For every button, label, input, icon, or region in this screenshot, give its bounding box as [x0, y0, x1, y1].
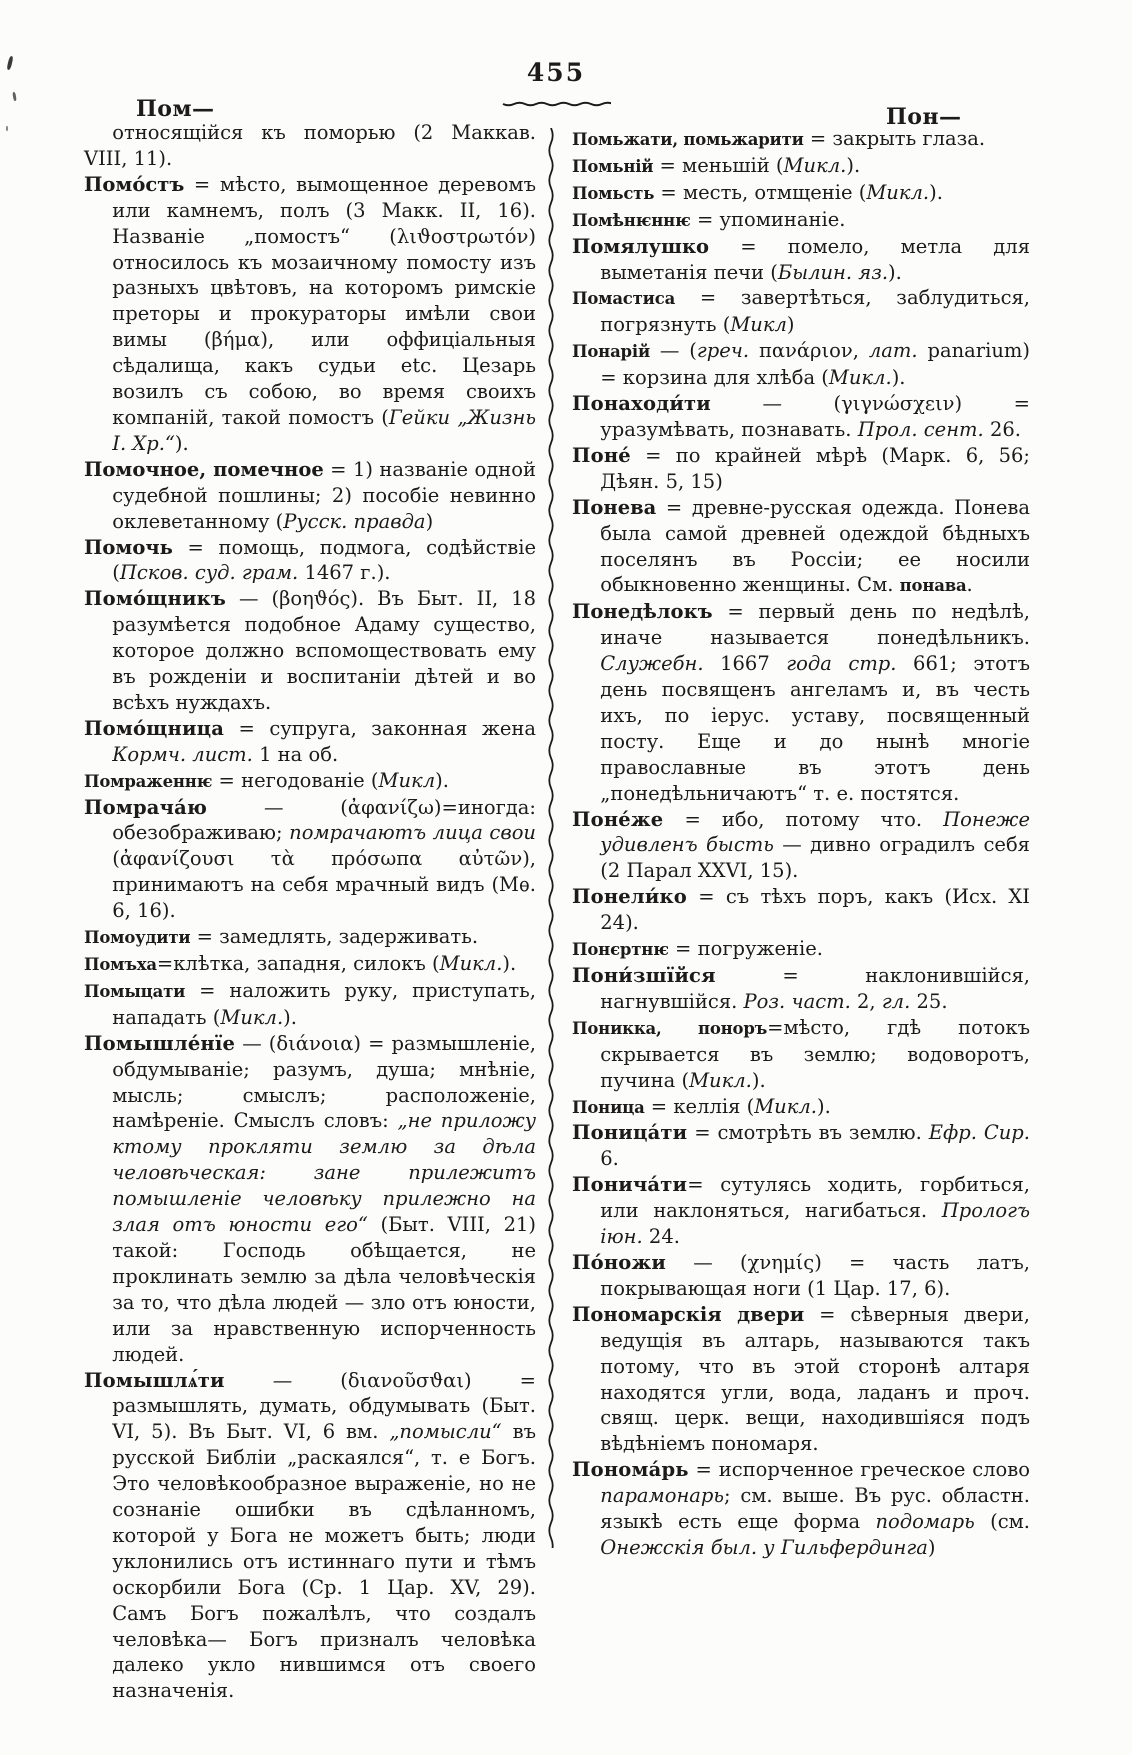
entry-text: — (	[235, 1031, 277, 1055]
dictionary-entry	[572, 599, 1030, 806]
dictionary-entry	[572, 936, 1030, 963]
entry-headword: Понева	[572, 495, 657, 519]
dictionary-entry	[84, 768, 536, 795]
dictionary-entry	[572, 807, 1030, 885]
entry-text: = по крайней мѣрѣ (Марк. 6, 56; Дѣян. 5, 15)	[600, 443, 1030, 493]
entry-text: ).	[891, 366, 906, 390]
entry-headword: Поница́ти	[572, 1121, 688, 1145]
citation-text: Роз. част.	[743, 989, 851, 1013]
entry-text: ).	[174, 431, 189, 455]
entry-text: = съ тѣхъ поръ, какъ (Исх. XI 24).	[600, 885, 1030, 935]
dictionary-entry	[84, 1368, 536, 1705]
running-header-right: Пон—	[886, 104, 962, 130]
entry-text: 25.	[910, 989, 948, 1013]
citation-text: Прол. сент.	[857, 417, 984, 441]
dictionary-entry	[572, 1302, 1030, 1457]
entry-text: = помело, метла для выметанія печи (	[600, 234, 1030, 284]
entry-text: — (	[710, 392, 842, 416]
entry-text: 661; этотъ день посвященъ ангеламъ и, въ честь ихъ, по іерус. уставу, посвященный посту. Еще и до нынѣ многіе православные въ этотъ день „понедѣльничаютъ“ т. е. постятся.	[600, 652, 1030, 805]
citation-text: „не приложу ктому прокляти землю за дѣла человѣческая: зане прилежитъ помышленіе человѣку прилежно на злая отъ юности его“	[112, 1109, 537, 1237]
entry-text: ) относилось къ мозаичному помосту изъ разныхъ цвѣтовъ, на которомъ римскіе преторы и прокураторы имѣли свои вимы (	[112, 224, 536, 352]
entry-text: ,	[852, 339, 869, 363]
citation-text: Былин. яз.	[777, 260, 889, 284]
entry-text: (Быт. VIII, 21) такой: Господь обѣщается, не проклинать землю за дѣла человѣческія за то, что дѣла людей — зло отъ юности, или за нравственную испорченность людей.	[112, 1213, 536, 1366]
entry-text: )	[927, 1535, 936, 1559]
entry-text: = наклонившійся, нагнувшійся.	[600, 964, 1030, 1013]
entry-text: 2,	[850, 989, 882, 1013]
entry-text: — (	[650, 339, 697, 363]
entry-text: ).	[283, 1005, 297, 1029]
citation-text: Прологъ іюн.	[600, 1199, 1030, 1249]
entry-text	[749, 339, 759, 362]
entry-text: ). Въ Быт. II, 18 разумѣется подобное Адаму существо, которое должно вспомоществовать ему въ рожденіи и воспитаніи дѣтей и во всѣхъ нуждахъ.	[112, 587, 536, 714]
dictionary-entry	[572, 1172, 1030, 1250]
dictionary-entry	[84, 795, 536, 925]
scan-artifact	[12, 92, 17, 101]
entry-text: )=иногда: обезображиваю;	[112, 795, 536, 845]
entry-text: 6.	[600, 1147, 619, 1171]
entry-text: = сутулясь ходить, горбиться, или наклоняться, нагибаться.	[600, 1173, 1030, 1223]
greek-term: ἀφανίζω	[347, 795, 434, 819]
dictionary-entry	[572, 1120, 1030, 1172]
entry-text: 1 на об.	[252, 742, 339, 766]
dictionary-entry	[572, 338, 1030, 391]
citation-text: Служебн.	[600, 652, 704, 676]
entry-headword: Понома́рь	[572, 1458, 689, 1482]
citation-text: Микл.	[689, 1068, 752, 1092]
entry-headword: Понича́ти	[572, 1173, 688, 1197]
entry-text: — (	[224, 1368, 348, 1392]
entry-headword: Помялушко	[572, 234, 710, 258]
entry-headword: Помьсть	[572, 183, 655, 203]
entry-headword: понава	[899, 576, 967, 596]
entry-text: ).	[751, 1068, 766, 1092]
dictionary-entry	[572, 207, 1030, 234]
citation-text: Понеже удивленъ бысть	[600, 807, 1030, 857]
entry-text: ).	[435, 768, 449, 792]
entry-headword: Помѣнѥннѥ	[572, 210, 691, 230]
entry-text: = сѣверныя двери, ведущія въ алтарь, называются такъ потому, что въ этой сторонѣ алтаря находятся угли, вода, ладанъ и проч. свящ. церк. вещи, находившіяся подъ вѣдѣніемъ пономаря.	[600, 1302, 1030, 1456]
entry-text: — (	[207, 795, 348, 819]
citation-text: помрачаютъ лица свои	[289, 821, 536, 845]
dictionary-entry	[572, 963, 1030, 1015]
entry-text: 26.	[983, 417, 1021, 441]
dictionary-entry	[572, 884, 1030, 936]
dictionary-entry	[572, 1015, 1030, 1094]
greek-term: ἀφανίζουσι τὰ πρόσωπα αὐτῶν	[119, 847, 523, 871]
entry-text: — дивно оградилъ себя (2 Парал XXVI, 15).	[600, 833, 1030, 883]
entry-text: = мѣсто, вымощенное деревомъ или камнемъ, полъ (3 Макк. II, 16). Названіе „помостъ“ (	[112, 172, 536, 248]
entry-text: = погруженіе.	[668, 937, 823, 961]
entry-text: = ибо, потому что.	[663, 807, 944, 831]
citation-text: Псков. суд. грам.	[119, 561, 299, 585]
entry-text: ), или оффиціальныя сѣдалища, какъ судьи etc. Цезарь возилъ съ собою, во время своихъ компаній, такой помостъ (	[112, 328, 536, 429]
entry-text: (см.	[974, 1510, 1030, 1534]
citation-text: „помысли“	[389, 1420, 502, 1444]
entry-headword: Помраженнѥ	[84, 771, 213, 791]
entry-text: ) = размышленіе, обдумываніе; разумъ, душа; мнѣніе, мысль; смыслъ; расположеніе, намѣреніе. Смыслъ словъ:	[112, 1031, 536, 1133]
column-divider-rule	[545, 128, 557, 1548]
entry-text: = замедлять, задерживать.	[190, 925, 479, 949]
entry-text: = испорченное греческое слово	[688, 1458, 1030, 1482]
entry-text: — (	[226, 587, 280, 611]
entry-text: ).	[888, 260, 902, 284]
entry-headword: Помъха	[84, 955, 157, 974]
dictionary-entry	[572, 285, 1030, 338]
citation-text: гл.	[881, 989, 911, 1013]
entry-headword: Помрача́ю	[84, 795, 208, 819]
dictionary-entry	[84, 978, 536, 1031]
citation-text: Онежскія был. у Гильфердинга	[600, 1535, 928, 1559]
right-column	[572, 126, 1030, 1561]
citation-text: Русск. правда	[283, 509, 426, 533]
dictionary-entry	[84, 951, 536, 978]
entry-text: ).	[929, 180, 943, 204]
entry-text: = упоминаніе.	[690, 207, 846, 231]
citation-text: Микл.	[783, 153, 847, 177]
entry-headword: Помышле́нїе	[84, 1031, 236, 1055]
greek-term: διάνοια	[276, 1031, 354, 1055]
entry-text: ; см. выше. Въ рус. областн. языкѣ есть еще форма	[600, 1484, 1030, 1534]
greek-term: χνημίς	[747, 1250, 815, 1274]
citation-text: Микл.	[866, 180, 930, 204]
entry-headword: Помо́щница	[84, 716, 225, 740]
running-header-left: Пом—	[136, 96, 215, 122]
entry-headword: Помочное, помечное	[84, 457, 324, 481]
entry-headword: Понєртнѥ	[572, 940, 669, 960]
entry-headword: Поникка, поноръ	[572, 1018, 768, 1038]
dictionary-entry	[572, 1457, 1030, 1561]
left-column	[84, 120, 536, 1704]
entry-text: panarium) = корзина для хлѣба (	[600, 339, 1030, 390]
entry-headword: Помо́щникъ	[84, 587, 227, 611]
dictionary-entry	[572, 1094, 1030, 1121]
entry-headword: Помо́стъ	[84, 172, 185, 196]
entry-text: ) = уразумѣвать, познавать.	[600, 392, 1030, 441]
entry-text: ) = размышлять, думать, обдумывать (Быт. VI, 5). Въ Быт. VI, 6 вм.	[112, 1368, 536, 1444]
citation-text: греч.	[696, 339, 750, 363]
scan-artifact	[6, 56, 13, 71]
entry-text: =клѣтка, западня, силокъ (	[156, 952, 440, 975]
entry-text: = наложить руку, приступать, нападать (	[112, 978, 536, 1029]
dictionary-entry	[572, 234, 1030, 286]
citation-text: Гейки „Жизнь І. Хр.“	[112, 405, 536, 455]
entry-text: = негодованіе (	[212, 768, 379, 792]
citation-text: парамонарь	[600, 1484, 725, 1508]
citation-text: Микл.	[828, 366, 892, 390]
entry-text: = месть, отмщеніе (	[654, 180, 867, 204]
dictionary-entry	[572, 1250, 1030, 1302]
entry-text: = закрыть глаза.	[803, 127, 986, 150]
dictionary-entry	[84, 457, 536, 535]
dictionary-entry	[572, 391, 1030, 443]
entry-headword: По́ножи	[572, 1250, 667, 1274]
entry-text: )	[425, 509, 434, 533]
dictionary-entry	[84, 586, 536, 716]
entry-headword: Помоудити	[84, 928, 191, 948]
dictionary-entry	[572, 443, 1030, 495]
citation-text: Микл.	[220, 1005, 284, 1029]
entry-continuation	[84, 120, 536, 172]
citation-text: подомарь	[875, 1510, 975, 1534]
entry-text: = древне-русская одежда. Понева была самой древней одеждой бѣдныхъ поселянъ въ Россіи; ее носили обыкновенно женщины. См.	[600, 495, 1030, 597]
entry-text: )	[786, 313, 795, 337]
entry-headword: Понаходи́ти	[572, 392, 711, 416]
entry-headword: Пономарскія двери	[572, 1302, 805, 1326]
entry-text: ).	[846, 153, 861, 177]
citation-text: лат.	[868, 339, 918, 363]
greek-term: πανάριον	[759, 339, 853, 363]
scan-artifact	[6, 126, 8, 131]
entry-text: .	[966, 573, 973, 597]
entry-text: 24.	[642, 1225, 680, 1249]
entry-text: = завертѣться, заблудиться, погрязнуть (	[600, 286, 1030, 337]
dictionary-entry	[572, 180, 1030, 207]
entry-text: = смотрѣть въ землю.	[687, 1121, 929, 1145]
entry-headword: Поне́	[572, 443, 631, 467]
entry-text: въ русской Библіи „раскаялся“, т. е Богъ. Это человѣкообразное выраженіе, но не сознаніе ошибки въ сдѣланномъ, которой у Бога не можетъ быть; люди уклонились отъ истиннаго пути и тѣмъ оскорбили Бога (Ср. 1 Цар. XV, 29). Самъ Богъ пожалѣлъ, что создалъ человѣка— Богъ призналъ человѣка далеко укло нившимся отъ своего назначенія.	[112, 1420, 536, 1703]
citation-text: Микл.	[439, 952, 503, 975]
entry-headword: Поне́же	[572, 807, 664, 831]
dictionary-entry	[84, 716, 536, 768]
citation-text: года стр.	[786, 652, 897, 676]
entry-headword: Поница	[572, 1097, 645, 1117]
dictionary-entry	[572, 153, 1030, 180]
greek-term: διανοῦσϑαι	[347, 1368, 464, 1392]
entry-text: = меньшій (	[653, 153, 784, 177]
entry-text: = 1) названіе одной судебной пошлины; 2) пособіе невинно оклеветанному (	[112, 457, 536, 533]
entry-text: (	[112, 847, 120, 871]
entry-headword: Понарій	[572, 342, 650, 362]
entry-headword: Помышлѧ́ти	[84, 1368, 225, 1392]
entry-text: — (	[666, 1250, 748, 1274]
page-number-underline	[501, 98, 611, 110]
dictionary-entry	[84, 924, 536, 951]
page-number: 455	[526, 58, 586, 87]
dictionary-entry	[84, 535, 536, 587]
entry-text: = первый день по недѣлѣ, иначе называется понедѣльникъ.	[600, 600, 1030, 650]
citation-text: Микл	[378, 768, 436, 792]
entry-headword: Помочь	[84, 535, 173, 559]
greek-term: βήμα	[211, 328, 261, 352]
dictionary-entry	[572, 126, 1030, 153]
citation-text: Кормч. лист.	[112, 742, 253, 766]
entry-headword: Понели́ко	[572, 885, 688, 909]
entry-headword: Помыцати	[84, 981, 186, 1001]
entry-text: относящійся къ поморью (2 Маккав. VIII, 11).	[84, 121, 536, 170]
citation-text: Ефр. Сир.	[928, 1121, 1030, 1145]
entry-text: ) = часть латъ, покрывающая ноги (1 Цар. 17, 6).	[600, 1250, 1030, 1300]
entry-headword: Помьній	[572, 156, 654, 176]
greek-term: γιγνώσχειν	[841, 392, 955, 416]
entry-text: 1467 г.).	[298, 561, 391, 585]
dictionary-entry	[84, 1031, 536, 1368]
dictionary-entry	[572, 495, 1030, 600]
entry-text: = супруга, законная жена	[224, 716, 536, 740]
entry-headword: Понедѣлокъ	[572, 600, 713, 624]
entry-headword: Пони́зшїйся	[572, 964, 716, 987]
greek-term: βοηϑός	[279, 587, 351, 611]
citation-text: Микл	[730, 313, 787, 337]
entry-headword: Помастиса	[572, 289, 676, 309]
entry-text: = келлія (	[644, 1094, 755, 1118]
entry-text: ), принимаютъ на себя мрачный видъ (Мѳ. 6, 16).	[112, 847, 536, 923]
entry-text: = помощь, подмога, содѣйствіе (	[112, 535, 536, 585]
greek-term: λιϑοστρωτόν	[396, 224, 529, 248]
entry-text: ).	[816, 1094, 831, 1118]
dictionary-entry	[84, 172, 536, 457]
entry-headword: Помьжати, помьжарити	[572, 130, 804, 149]
entry-text: 1667	[703, 652, 787, 676]
entry-text: ).	[502, 952, 517, 975]
entry-text: =мѣсто, гдѣ потокъ скрывается въ землю; водоворотъ, пучина (	[600, 1015, 1030, 1092]
citation-text: Микл.	[754, 1094, 817, 1118]
